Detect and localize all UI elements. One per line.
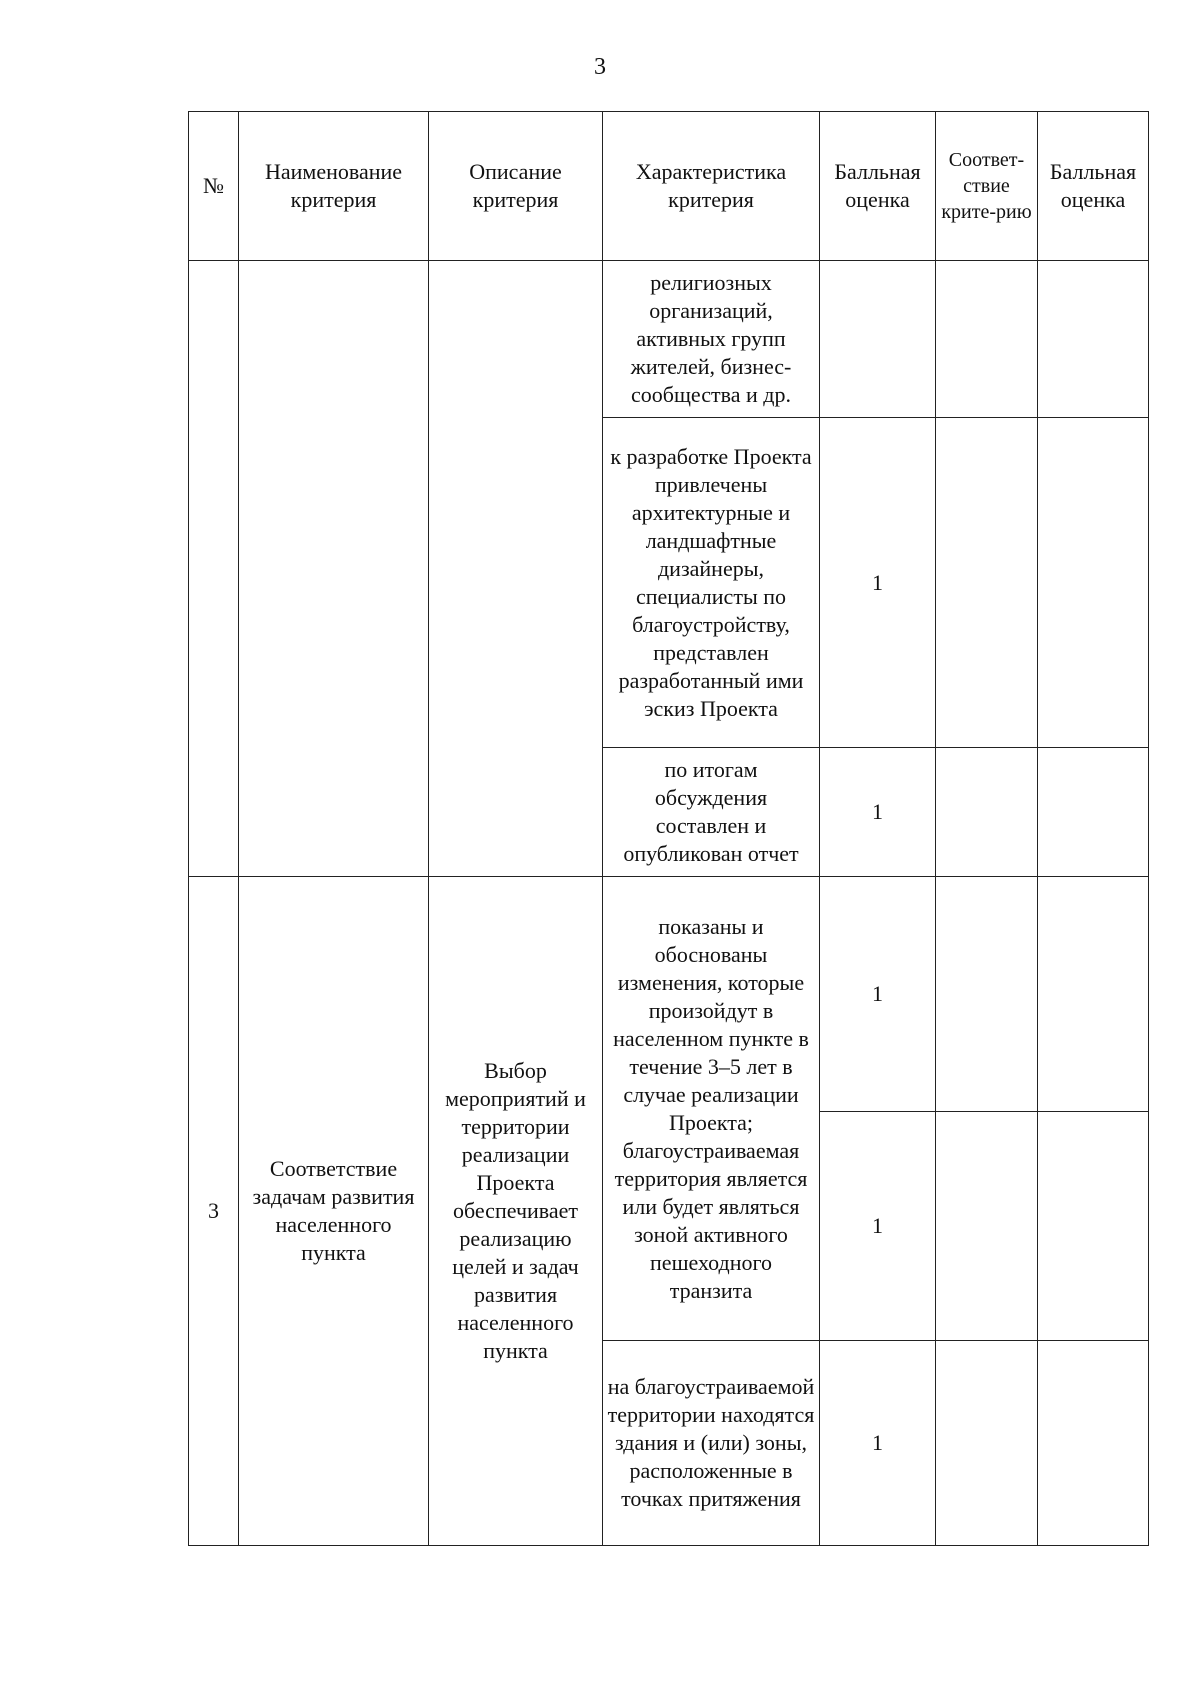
criterion-3-score2-3	[1038, 1341, 1149, 1546]
header-characteristic: Характеристика критерия	[603, 112, 820, 261]
cont-score2-1	[1038, 261, 1149, 418]
criterion-3-name: Соответствие задачам развития населенного пункта	[239, 877, 429, 1546]
cont-score2-2	[1038, 418, 1149, 748]
header-row	[189, 112, 1149, 261]
header-num: №	[189, 112, 239, 261]
header-description: Описание критерия	[429, 112, 603, 261]
criterion-3-score2-2	[1038, 1112, 1149, 1341]
cont-description-cell	[429, 261, 603, 877]
header-name: Наименование критерия	[239, 112, 429, 261]
cont-score-2: 1	[820, 418, 936, 748]
criterion-3-compliance-1	[936, 877, 1038, 1112]
page-number: 3	[594, 54, 606, 80]
criterion-3-score-2: 1	[820, 1112, 936, 1341]
criterion-3-score2-1	[1038, 877, 1149, 1112]
cont-compliance-2	[936, 418, 1038, 748]
cont-characteristic-2: к разработке Проекта привлечены архитектурные и ландшафтные дизайнеры, специалисты по благоустройству, представлен разработанный ими эскиз Проекта	[603, 418, 820, 748]
criterion-3-num: 3	[189, 877, 239, 1546]
cont-score-3: 1	[820, 748, 936, 877]
cont-name-cell	[239, 261, 429, 877]
cont-num-cell	[189, 261, 239, 877]
cont-characteristic-3: по итогам обсуждения составлен и опубликован отчет	[603, 748, 820, 877]
header-score: Балльная оценка	[820, 112, 936, 261]
criterion-3-description: Выбор мероприятий и территории реализации Проекта обеспечивает реализацию целей и задач развития населенного пункта	[429, 877, 603, 1546]
cont-score-1	[820, 261, 936, 418]
criterion-3-score-1: 1	[820, 877, 936, 1112]
criterion-3-characteristic-3: на благоустраиваемой территории находятся здания и (или) зоны, расположенные в точках притяжения	[603, 1341, 820, 1546]
table-row	[189, 261, 1149, 418]
cont-compliance-1	[936, 261, 1038, 418]
criteria-table	[188, 111, 1149, 1546]
cont-characteristic-1: религиозных организаций, активных групп жителей, бизнес-сообщества и др.	[603, 261, 820, 418]
cont-score2-3	[1038, 748, 1149, 877]
cont-compliance-3	[936, 748, 1038, 877]
criterion-3-characteristic-1-2: показаны и обоснованы изменения, которые произойдут в населенном пункте в течение 3–5 лет в случае реализации Проекта; благоустраиваемая территория является или будет являться зоной активного пешеходного транзита	[603, 877, 820, 1341]
header-compliance: Соответ-ствие крите-рию	[936, 112, 1038, 261]
header-score-2: Балльная оценка	[1038, 112, 1149, 261]
table-row	[189, 877, 1149, 1112]
criterion-3-compliance-2	[936, 1112, 1038, 1341]
criterion-3-compliance-3	[936, 1341, 1038, 1546]
criterion-3-score-3: 1	[820, 1341, 936, 1546]
